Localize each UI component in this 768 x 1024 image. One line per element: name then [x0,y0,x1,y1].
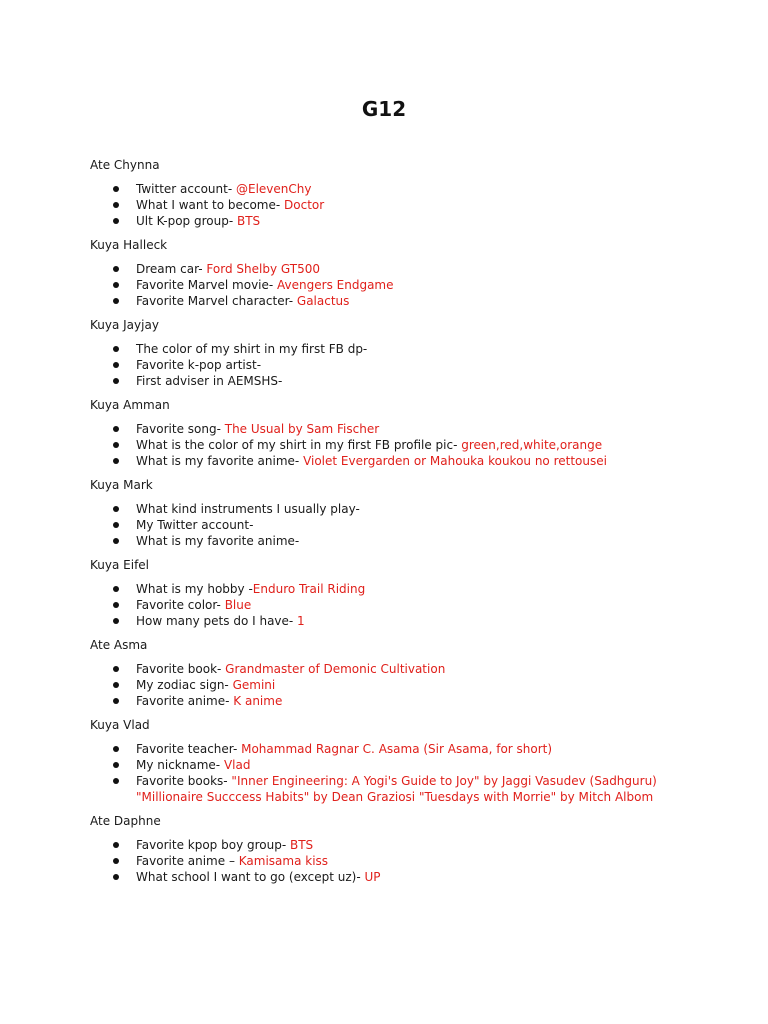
bullet-list [90,661,750,709]
list-item [90,421,750,437]
list-item [90,341,750,357]
item-question: What is the color of my shirt in my first FB profile pic- [136,438,462,452]
bullet-list [90,181,750,229]
section-heading: Ate Asma [90,638,148,652]
bullet-icon [113,426,119,432]
section-heading: Ate Daphne [90,814,161,828]
bullet-list [90,837,750,885]
list-item [90,837,750,853]
item-question: Ult K-pop group- [136,214,237,228]
item-answer: Enduro Trail Riding [252,582,366,596]
item-question: First adviser in AEMSHS- [136,374,283,388]
item-answer: @ElevenChy [235,182,312,196]
list-item [90,661,750,677]
list-item [90,741,750,757]
document-body [90,157,750,893]
bullet-icon [113,186,119,192]
item-answer: Blue [224,598,252,612]
list-item [90,357,750,373]
section-heading: Kuya Eifel [90,558,150,572]
list-item [90,373,750,389]
item-answer: Vlad [223,758,251,772]
item-question: Favorite book- [136,662,226,676]
item-question: How many pets do I have- [136,614,298,628]
item-question: What school I want to go (except uz)- [136,870,365,884]
item-question: What kind instruments I usually play- [136,502,360,516]
item-question: Favorite Marvel movie- [136,278,278,292]
bullet-icon [113,666,119,672]
bullet-icon [113,202,119,208]
section-heading: Kuya Halleck [90,238,168,252]
bullet-icon [113,362,119,368]
item-question: Dream car- [136,262,207,276]
item-answer: Galactus [296,294,350,308]
item-answer: Mohammad Ragnar C. Asama (Sir Asama, for short) [241,742,553,756]
list-item [90,517,750,533]
item-answer: BTS [289,838,314,852]
item-question: Favorite kpop boy group- [136,838,290,852]
bullet-list [90,581,750,629]
bullet-icon [113,682,119,688]
item-question: Twitter account- [136,182,236,196]
item-question: The color of my shirt in my first FB dp- [136,342,368,356]
bullet-list [90,421,750,469]
list-item [90,677,750,693]
list-item [90,581,750,597]
bullet-list [90,501,750,549]
bullet-icon [113,346,119,352]
item-answer: "Inner Engineering: A Yogi's Guide to Joy" by Jaggi Vasudev (Sadhguru) [231,774,657,788]
bullet-icon [113,762,119,768]
item-question: My Twitter account- [136,518,254,532]
item-question: What is my hobby - [136,582,253,596]
bullet-list [90,741,750,805]
bullet-icon [113,282,119,288]
item-answer: K anime [233,694,283,708]
list-item [90,197,750,213]
item-answer: BTS [236,214,261,228]
section-heading: Kuya Vlad [90,718,150,732]
item-question: Favorite song- [136,422,225,436]
bullet-icon [113,266,119,272]
section-heading: Kuya Jayjay [90,318,159,332]
list-item [90,613,750,629]
section-heading: Kuya Amman [90,398,170,412]
item-question: Favorite books- [136,774,232,788]
item-answer: The Usual by Sam Fischer [224,422,380,436]
item-question: Favorite anime – [136,854,239,868]
list-item [90,437,750,453]
bullet-icon [113,586,119,592]
list-item [90,773,750,805]
bullet-icon [113,442,119,448]
item-answer: Kamisama kiss [238,854,329,868]
item-question: Favorite Marvel character- [136,294,297,308]
bullet-icon [113,522,119,528]
bullet-icon [113,298,119,304]
bullet-icon [113,602,119,608]
bullet-icon [113,378,119,384]
bullet-icon [113,506,119,512]
bullet-icon [113,538,119,544]
section-heading: Ate Chynna [90,158,160,172]
list-item [90,181,750,197]
item-question: What I want to become- [136,198,285,212]
item-answer: 1 [297,614,305,628]
item-answer: UP [364,870,381,884]
item-answer: Gemini [232,678,276,692]
item-answer: Grandmaster of Demonic Cultivation [225,662,446,676]
item-question: Favorite teacher- [136,742,242,756]
list-item [90,213,750,229]
item-question: Favorite color- [136,598,225,612]
item-answer: Violet Evergarden or Mahouka koukou no rettousei [303,454,607,468]
list-item [90,869,750,885]
item-answer: Doctor [284,198,325,212]
list-item [90,501,750,517]
bullet-list [90,261,750,309]
list-item [90,277,750,293]
bullet-icon [113,842,119,848]
bullet-icon [113,858,119,864]
item-question: Favorite anime- [136,694,234,708]
item-answer: green,red,white,orange [461,438,603,452]
document-title: G12 [361,97,407,121]
item-question: My zodiac sign- [136,678,233,692]
bullet-list [90,341,750,389]
bullet-icon [113,698,119,704]
bullet-icon [113,778,119,784]
bullet-icon [113,746,119,752]
section-heading: Kuya Mark [90,478,153,492]
list-item [90,453,750,469]
item-question: What is my favorite anime- [136,454,304,468]
list-item [90,533,750,549]
item-question: My nickname- [136,758,224,772]
list-item [90,261,750,277]
bullet-icon [113,458,119,464]
item-question: Favorite k-pop artist- [136,358,262,372]
bullet-icon [113,618,119,624]
item-answer: Avengers Endgame [277,278,394,292]
item-question: What is my favorite anime- [136,534,300,548]
bullet-icon [113,874,119,880]
bullet-icon [113,218,119,224]
item-answer-continued: "Millionaire Succcess Habits" by Dean Graziosi "Tuesdays with Morrie" by Mitch Albom [136,790,654,804]
item-answer: Ford Shelby GT500 [206,262,320,276]
list-item [90,693,750,709]
list-item [90,293,750,309]
list-item [90,597,750,613]
list-item [90,853,750,869]
list-item [90,757,750,773]
